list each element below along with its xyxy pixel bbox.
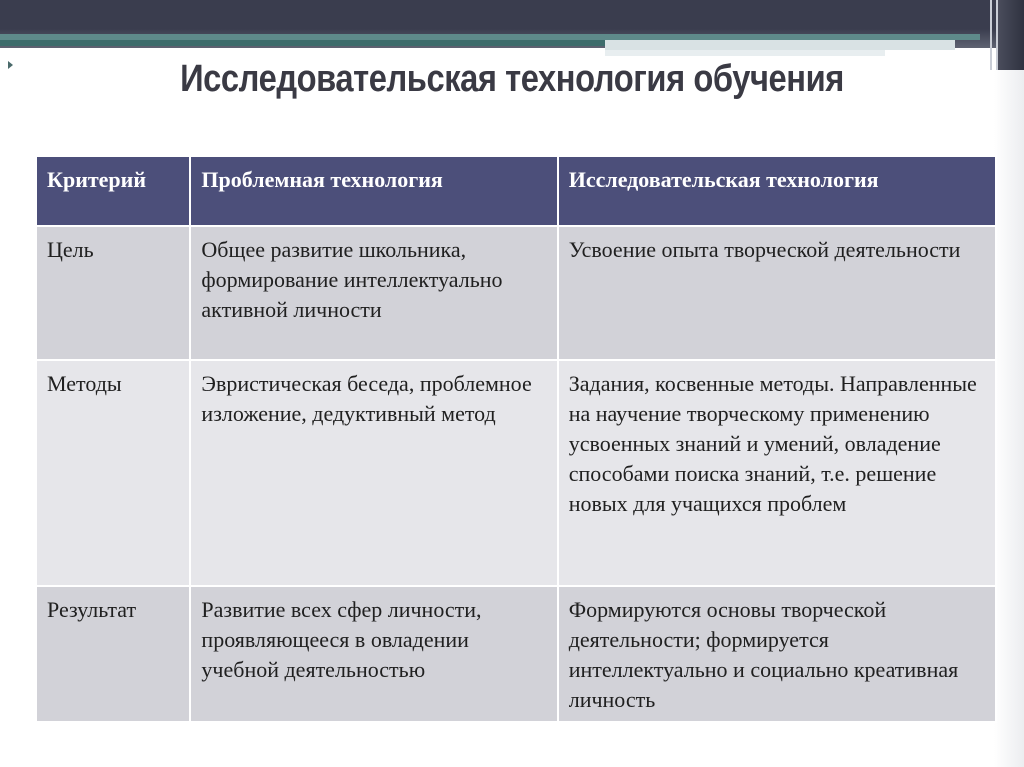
cell-problem: Развитие всех сфер личности, проявляющееся в овладении учебной деятельностью [190, 586, 557, 722]
light-stripe [605, 40, 955, 50]
cell-problem: Эвристическая беседа, проблемное изложение, дедуктивный метод [190, 360, 557, 586]
header-problem-technology: Проблемная технология [190, 156, 557, 226]
table-header-row [36, 156, 996, 226]
cell-problem: Общее развитие школьника, формирование интеллектуально активной личности [190, 226, 557, 360]
cell-criterion: Результат [36, 586, 190, 722]
cell-research: Усвоение опыта творческой деятельности [558, 226, 996, 360]
cell-criterion: Методы [36, 360, 190, 586]
slide-title: Исследовательская технология обучения [180, 58, 844, 100]
table-row [36, 226, 996, 360]
comparison-table [35, 155, 997, 723]
cell-research: Формируются основы творческой деятельности; формируется интеллектуально и социально креативная личность [558, 586, 996, 722]
cell-criterion: Цель [36, 226, 190, 360]
teal-stripe-dark [0, 40, 605, 46]
right-edge-shadow [994, 70, 1024, 767]
table-row [36, 360, 996, 586]
corner-lines [990, 0, 998, 70]
header-criterion: Критерий [36, 156, 190, 226]
corner-block [998, 0, 1024, 70]
light-stripe-secondary [605, 50, 885, 56]
cell-research: Задания, косвенные методы. Направленные на научение творческому применению усвоенных знаний и умений, овладение способами поиска знаний, т.е. решение новых для учащихся проблем [558, 360, 996, 586]
table-row [36, 586, 996, 722]
triangle-bullet-icon [8, 61, 13, 69]
header-research-technology: Исследовательская технология [558, 156, 996, 226]
